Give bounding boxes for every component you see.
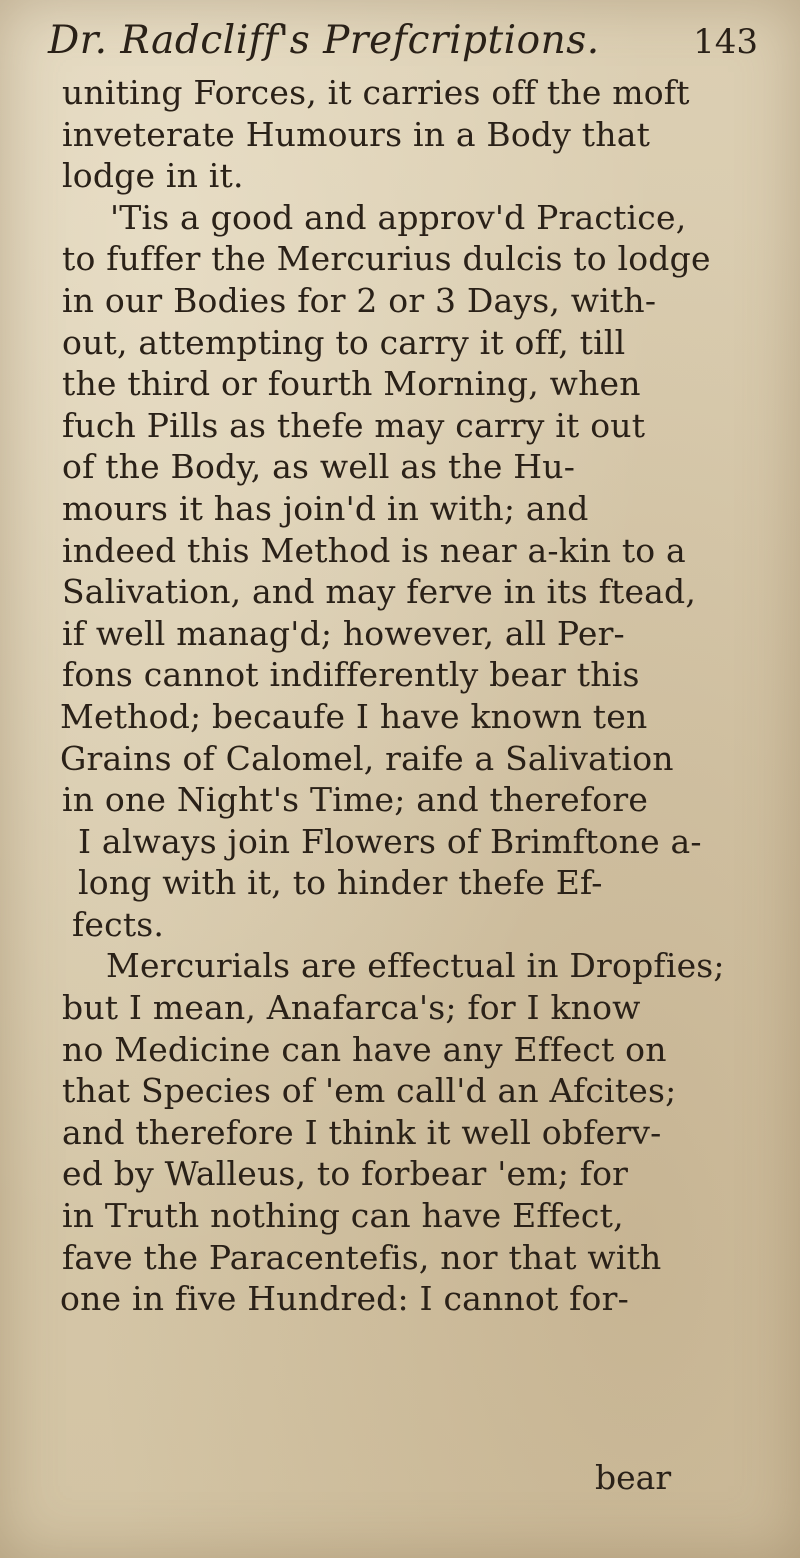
text-line: Method; becaufe I have known ten [60, 696, 648, 736]
text-line: fave the Paracentefis, nor that with [62, 1237, 662, 1277]
text-line: to fuffer the Mercurius dulcis to lodge [62, 239, 711, 279]
text-line: in one Night's Time; and therefore [62, 780, 649, 820]
page-header [48, 16, 758, 66]
text-line: Mercurials are effectual in Dropfies; [106, 946, 725, 986]
catchword: bear [595, 1458, 672, 1497]
text-line: that Species of 'em call'd an Afcites; [62, 1071, 677, 1111]
running-title: Dr. Radcliff's Prefcriptions. [48, 18, 600, 63]
text-line: lodge in it. [62, 156, 244, 196]
page-number: 143 [693, 22, 758, 62]
text-line: fects. [72, 904, 165, 944]
text-line: out, attempting to carry it off, till [62, 322, 626, 362]
text-line: fons cannot indifferently bear this [62, 655, 640, 695]
text-line: long with it, to hinder thefe Ef- [78, 863, 603, 903]
text-line: 'Tis a good and approv'd Practice, [110, 197, 687, 237]
text-line: fuch Pills as thefe may carry it out [62, 405, 646, 445]
body-text [30, 72, 760, 1320]
text-line: I always join Flowers of Brimftone a- [78, 821, 702, 861]
text-line: in our Bodies for 2 or 3 Days, with- [62, 280, 657, 320]
text-line: but I mean, Anafarca's; for I know [62, 988, 641, 1028]
text-line: mours it has join'd in with; and [62, 488, 589, 528]
text-line: Salivation, and may ferve in its ftead, [62, 572, 697, 612]
text-line: and therefore I think it well obferv- [62, 1112, 662, 1152]
text-line: one in five Hundred: I cannot for- [60, 1279, 629, 1319]
text-line: Grains of Calomel, raife a Salivation [60, 738, 674, 778]
text-line: the third or fourth Morning, when [62, 364, 641, 404]
text-line: in Truth nothing can have Effect, [62, 1196, 624, 1236]
text-line: uniting Forces, it carries off the moft [62, 73, 690, 112]
text-line: if well manag'd; however, all Per- [62, 613, 625, 653]
text-line: ed by Walleus, to forbear 'em; for [62, 1154, 629, 1194]
text-line: indeed this Method is near a-kin to a [62, 530, 686, 570]
text-line: inveterate Humours in a Body that [62, 114, 651, 154]
text-line: of the Body, as well as the Hu- [62, 447, 576, 487]
text-line: no Medicine can have any Effect on [62, 1029, 667, 1069]
